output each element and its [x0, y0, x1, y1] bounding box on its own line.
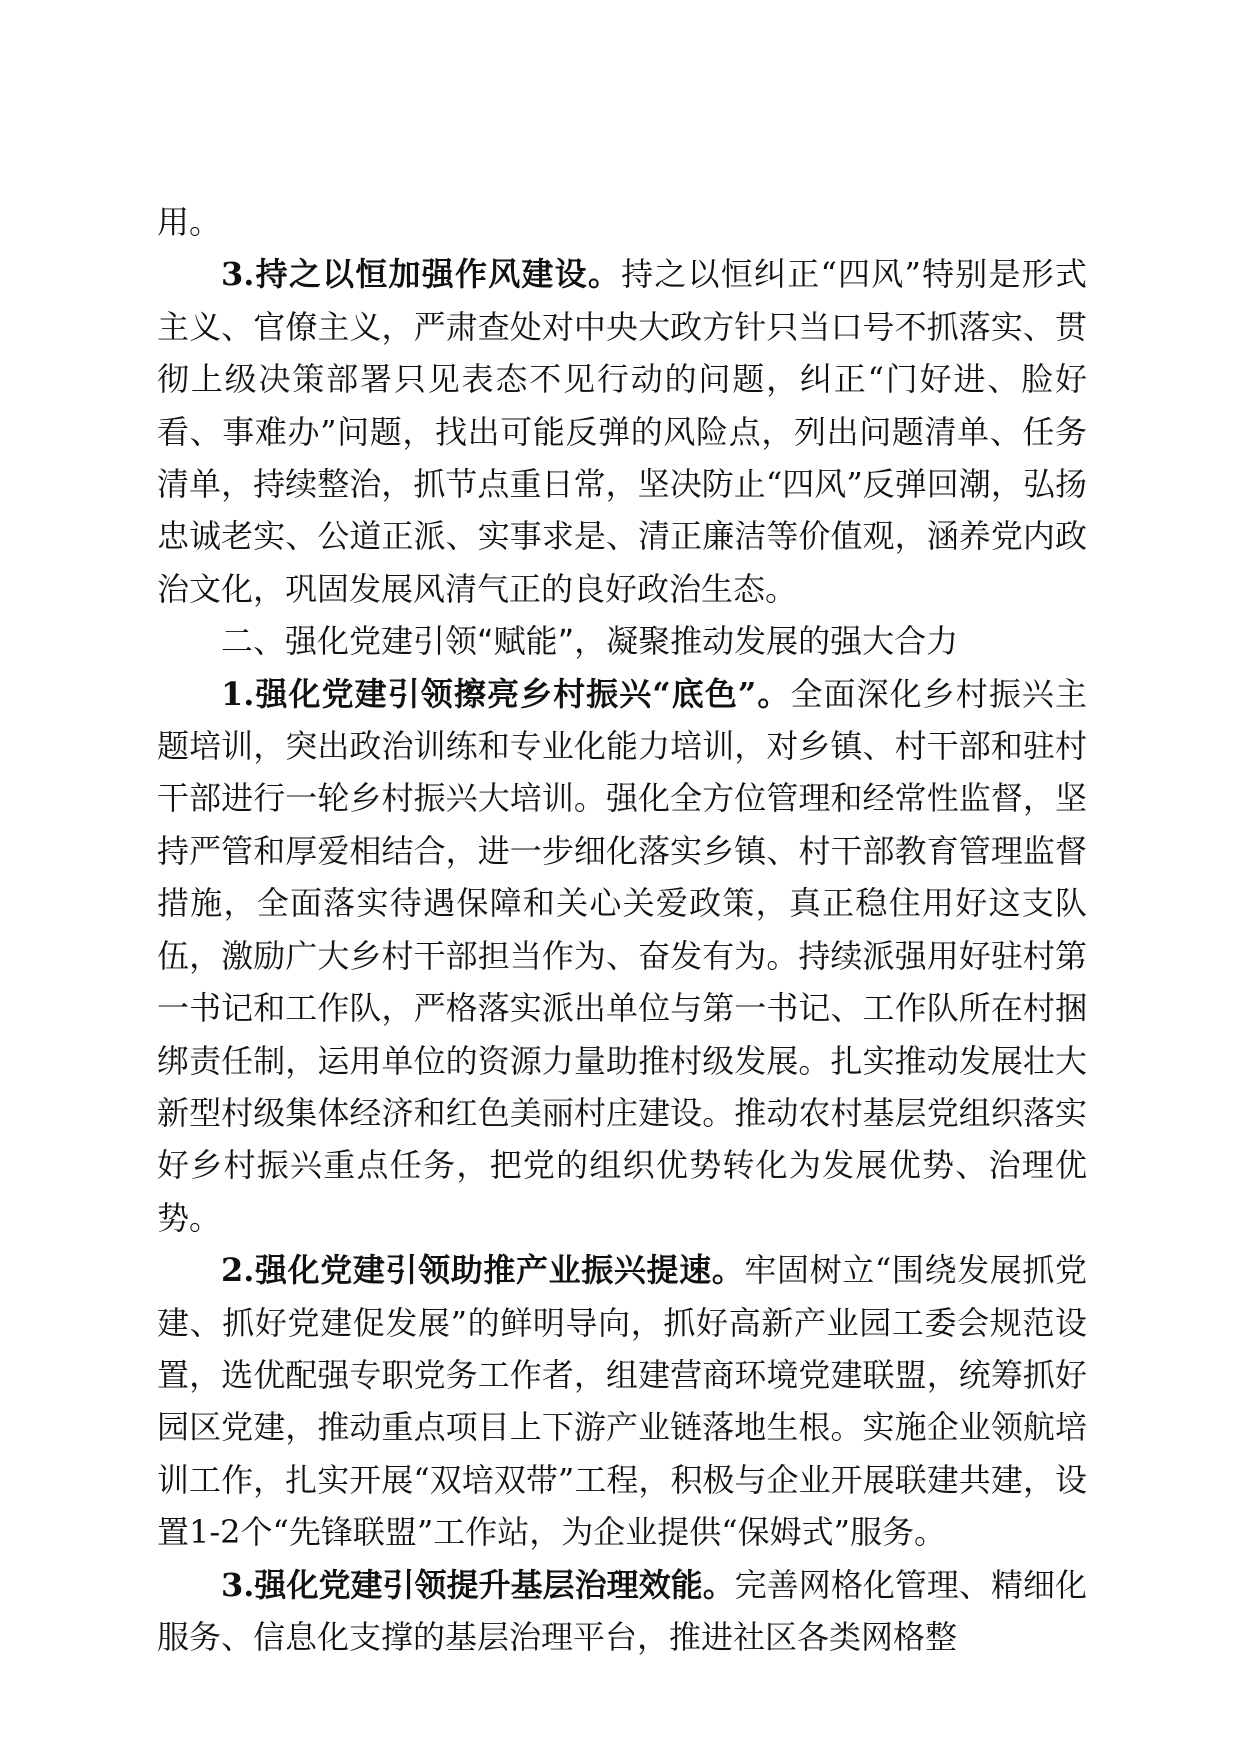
paragraph-text: 持之以恒纠正“四风”特别是形式主义、官僚主义，严肃查处对中央大政方针只当口号不抓落实、贯彻上级决策部署只见表态不见行动的问题，纠正“门好进、脸好看、事难办”问题，找出可能反弹的风险点，列出问题清单、任务清单，持续整治，抓节点重日常，坚决防止“四风”反弹回潮，弘扬忠诚老实、公道正派、实事求是、清正廉洁等价值观，涵养党内政治文化，巩固发展风清气正的良好政治生态。 [157, 255, 1087, 608]
document-body [157, 196, 1087, 1663]
paragraph-item-rural-revitalization [157, 668, 1087, 1244]
section-heading [157, 615, 1087, 667]
paragraph-lead: 3.强化党建引领提升基层治理效能。 [221, 1565, 735, 1604]
paragraph-item-industry-revitalization [157, 1244, 1087, 1558]
paragraph-text: 完善网格化管理、精细化服务、信息化支撑的基层治理平台，推进社区各类网格整 [157, 1565, 1087, 1656]
paragraph-lead: 2.强化党建引领助推产业振兴提速。 [221, 1251, 745, 1290]
paragraph-item-grassroots-governance [157, 1559, 1087, 1664]
paragraph-text: 用。 [157, 203, 222, 241]
paragraph-lead: 3.持之以恒加强作风建设。 [221, 255, 622, 294]
paragraph-lead: 1.强化党建引领擦亮乡村振兴“底色”。 [221, 674, 791, 713]
paragraph-text: 牢固树立“围绕发展抓党建、抓好党建促发展”的鲜明导向，抓好高新产业园工委会规范设置，选优配强专职党务工作者，组建营商环境党建联盟，统筹抓好园区党建，推动重点项目上下游产业链落地生根。实施企业领航培训工作，扎实开展“双培双带”工程，积极与企业开展联建共建，设置1-2个“先锋联盟”工作站，为企业提供“保姆式”服务。 [157, 1251, 1087, 1552]
section-heading-text: 二、强化党建引领“赋能”，凝聚推动发展的强大合力 [221, 622, 959, 661]
paragraph-item-work-style [157, 248, 1087, 615]
paragraph-text: 全面深化乡村振兴主题培训，突出政治训练和专业化能力培训，对乡镇、村干部和驻村干部进行一轮乡村振兴大培训。强化全方位管理和经常性监督，坚持严管和厚爱相结合，进一步细化落实乡镇、村干部教育管理监督措施，全面落实待遇保障和关心关爱政策，真正稳住用好这支队伍，激励广大乡村干部担当作为、奋发有为。持续派强用好驻村第一书记和工作队，严格落实派出单位与第一书记、工作队所在村捆绑责任制，运用单位的资源力量助推村级发展。扎实推动发展壮大新型村级集体经济和红色美丽村庄建设。推动农村基层党组织落实好乡村振兴重点任务，把党的组织优势转化为发展优势、治理优势。 [157, 674, 1087, 1237]
paragraph-continuation [157, 196, 1087, 248]
